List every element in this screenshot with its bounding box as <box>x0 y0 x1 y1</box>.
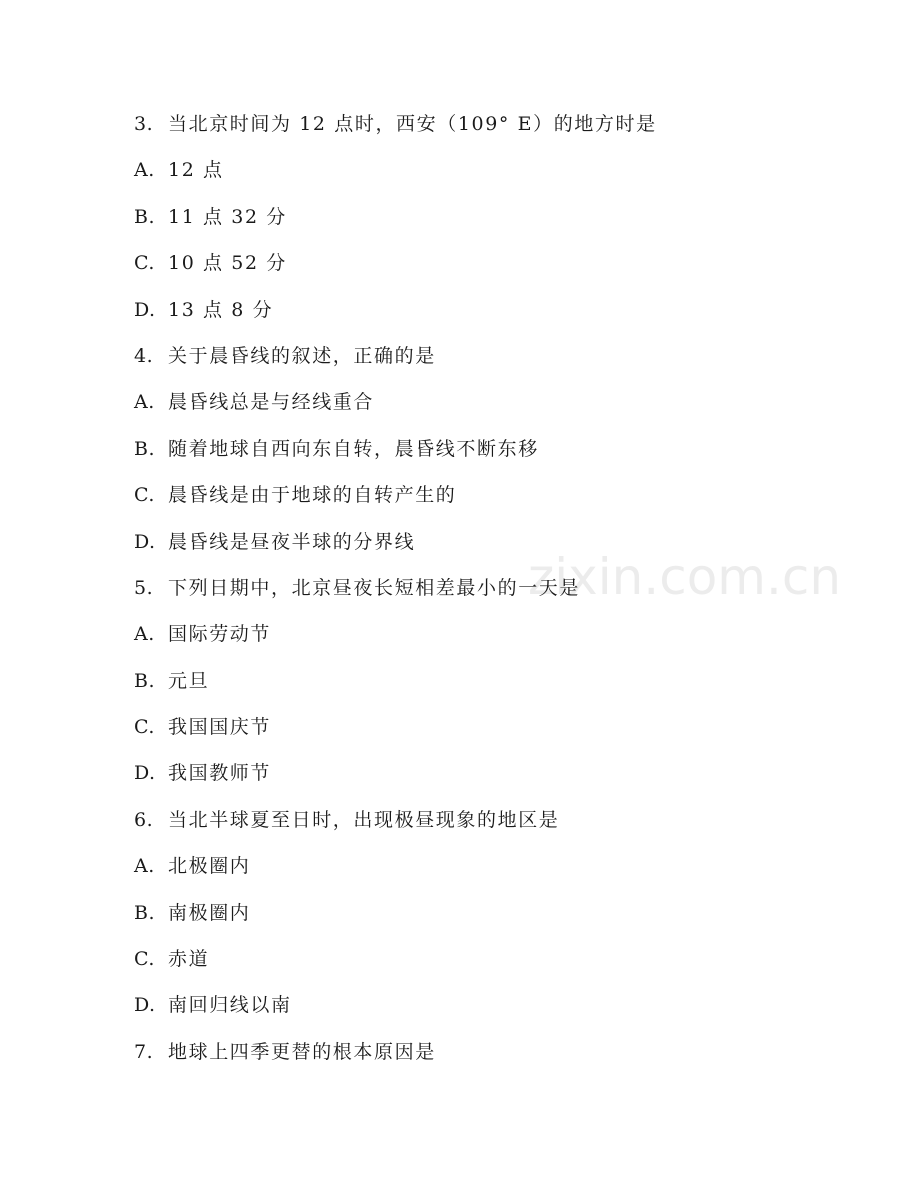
question-3-stem <box>134 108 854 154</box>
option-letter: D. <box>134 298 156 321</box>
watermark: zixin.com.cn <box>528 548 842 606</box>
question-number: 5. <box>134 576 154 599</box>
option-letter: A. <box>134 855 155 878</box>
option-letter: A. <box>134 159 155 182</box>
question-4-option-d <box>134 526 854 572</box>
question-list <box>134 108 854 1082</box>
option-letter: D. <box>134 762 156 785</box>
question-6-stem <box>134 804 854 850</box>
option-text: 北极圈内 <box>168 855 251 878</box>
question-number: 4. <box>134 344 154 367</box>
question-5-option-d <box>134 757 854 803</box>
option-letter: C. <box>134 948 155 971</box>
option-letter: B. <box>134 901 156 924</box>
option-letter: B. <box>134 669 156 692</box>
question-number: 3. <box>134 113 154 135</box>
question-3-option-a <box>134 154 854 200</box>
question-6-option-a <box>134 850 854 896</box>
option-text: 随着地球自西向东自转，晨昏线不断东移 <box>168 437 539 460</box>
option-letter: D. <box>134 994 156 1017</box>
option-text: 10 点 52 分 <box>168 252 287 275</box>
option-letter: A. <box>134 391 155 414</box>
question-4-option-c <box>134 479 854 525</box>
question-3-option-b <box>134 201 854 247</box>
question-5-stem <box>134 572 854 618</box>
question-5-option-b <box>134 665 854 711</box>
question-text: 地球上四季更替的根本原因是 <box>168 1040 436 1063</box>
question-3-option-d <box>134 294 854 340</box>
question-6-option-c <box>134 943 854 989</box>
option-text: 国际劳动节 <box>168 623 272 646</box>
option-text: 赤道 <box>168 948 210 971</box>
option-letter: C. <box>134 252 155 275</box>
option-text: 11 点 32 分 <box>168 205 287 228</box>
question-text: 下列日期中，北京昼夜长短相差最小的一天是 <box>168 576 581 599</box>
option-text: 晨昏线是昼夜半球的分界线 <box>168 530 416 553</box>
question-6-option-d <box>134 989 854 1035</box>
option-letter: C. <box>134 484 155 507</box>
question-4-stem <box>134 340 854 386</box>
question-text: 当北半球夏至日时，出现极昼现象的地区是 <box>168 808 560 831</box>
option-text: 南回归线以南 <box>168 994 292 1017</box>
question-5-option-a <box>134 618 854 664</box>
question-number: 7. <box>134 1040 154 1063</box>
question-text: 关于晨昏线的叙述，正确的是 <box>168 344 436 367</box>
question-4-option-b <box>134 433 854 479</box>
option-letter: D. <box>134 530 156 553</box>
question-3-option-c <box>134 247 854 293</box>
option-text: 12 点 <box>168 159 224 182</box>
question-4-option-a <box>134 386 854 432</box>
option-letter: B. <box>134 205 156 228</box>
option-text: 13 点 8 分 <box>168 298 274 321</box>
question-text: 当北京时间为 12 点时，西安（109° E）的地方时是 <box>168 113 657 135</box>
option-text: 我国国庆节 <box>168 716 272 739</box>
option-text: 元旦 <box>168 669 210 692</box>
question-number: 6. <box>134 808 154 831</box>
option-text: 我国教师节 <box>168 762 272 785</box>
question-6-option-b <box>134 897 854 943</box>
option-letter: B. <box>134 437 156 460</box>
option-text: 晨昏线是由于地球的自转产生的 <box>168 484 457 507</box>
option-letter: C. <box>134 716 155 739</box>
option-text: 晨昏线总是与经线重合 <box>168 391 375 414</box>
option-text: 南极圈内 <box>168 901 251 924</box>
question-7-stem <box>134 1036 854 1082</box>
question-5-option-c <box>134 711 854 757</box>
option-letter: A. <box>134 623 155 646</box>
